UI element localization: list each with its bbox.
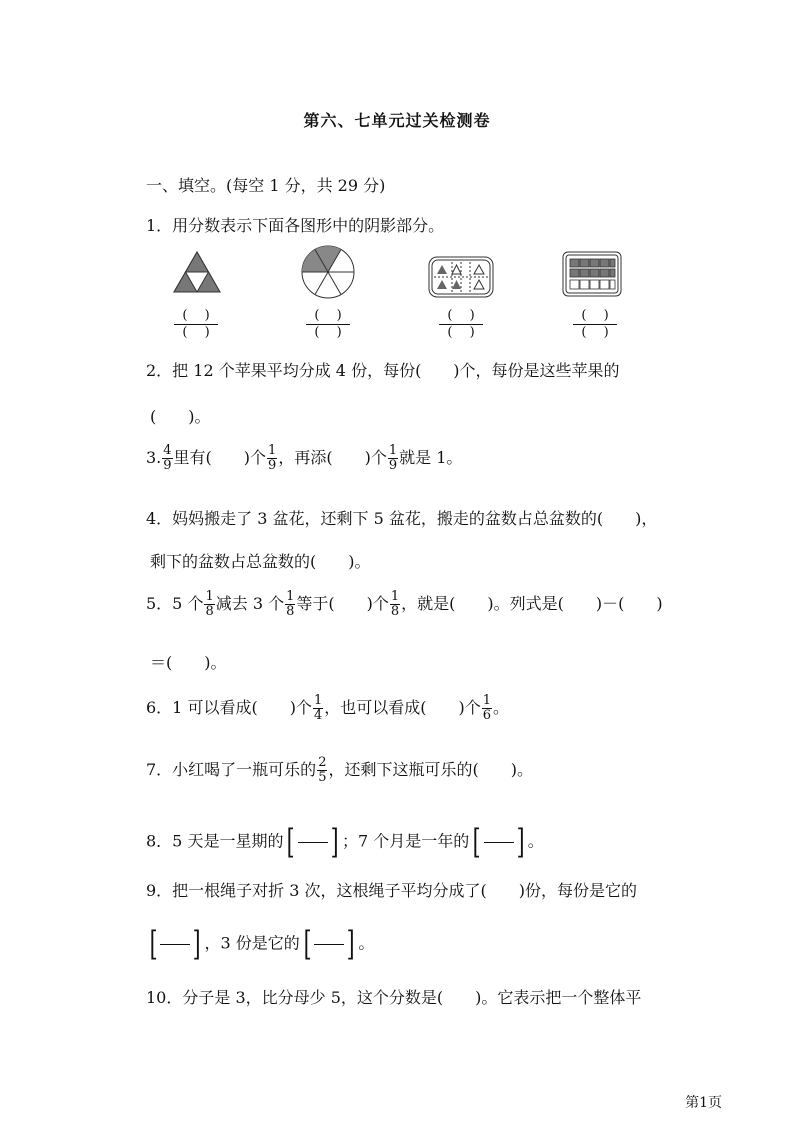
triangle-box-figure	[428, 256, 494, 298]
question-2-line-1: 2．把 12 个苹果平均分成 4 份，每份( )个，每份是这些苹果的	[146, 361, 620, 380]
answer-fraction-1[interactable]: ( ) ( )	[174, 308, 218, 340]
triangle-figure	[172, 250, 222, 294]
answer-fraction-3[interactable]: ( ) ( )	[439, 308, 483, 340]
question-3: 3. $\frac{4}{9}$ 里有( )个 $\frac{1}{9}$ ，再添( )个 $\frac{1}{9}$ 就是 1。	[146, 443, 463, 473]
fraction-answer-box[interactable]: [ ]	[472, 822, 525, 862]
circle-figure	[300, 244, 356, 300]
answer-fraction-2[interactable]: ( ) ( )	[306, 308, 350, 340]
question-4-line-1: 4．妈妈搬走了 3 盆花，还剩下 5 盆花，搬走的盆数占总盆数的( )，	[146, 509, 658, 528]
question-6: 6．1 可以看成( )个 $\frac{1}{4}$ ，也可以看成( )个 $\frac{1}{6}$ 。	[146, 693, 510, 723]
question-9-line-2: [ ] ，3 份是它的 [ ] 。	[146, 926, 374, 962]
question-4-line-2: 剩下的盆数占总盆数的( )。	[150, 552, 371, 571]
question-10: 10．分子是 3，比分母少 5，这个分数是( )。它表示把一个整体平	[146, 988, 642, 1007]
page-title: 第六、七单元过关检测卷	[303, 111, 491, 130]
fraction-answer-box[interactable]: [ ]	[149, 924, 201, 964]
question-8: 8．5 天是一星期的 [ ] ；7 个月是一年的 [ ] 。	[146, 822, 544, 862]
grid-figure	[562, 251, 622, 297]
question-1: 1．用分数表示下面各图形中的阴影部分。	[146, 216, 445, 235]
section-heading: 一、填空。(每空 1 分，共 29 分)	[146, 176, 386, 195]
question-2-line-2: ( )。	[150, 407, 211, 426]
fraction-answer-box[interactable]: [ ]	[303, 924, 355, 964]
fraction-answer-box[interactable]: [ ]	[287, 822, 339, 862]
question-9-line-1: 9．把一根绳子对折 3 次，这根绳子平均分成了( )份，每份是它的	[146, 881, 638, 900]
answer-fraction-4[interactable]: ( ) ( )	[573, 308, 617, 340]
page-number: 第1页	[685, 1095, 722, 1111]
question-5-line-2: ＝( )。	[150, 653, 227, 672]
question-7: 7．小红喝了一瓶可乐的 $\frac{2}{5}$ ，还剩下这瓶可乐的( )。	[146, 755, 533, 785]
question-5-line-1: 5．5 个 $\frac{1}{8}$ 减去 3 个 $\frac{1}{8}$ 等于( )个 $\frac{1}{8}$ ，就是( )。列式是( )－( )	[146, 589, 663, 619]
